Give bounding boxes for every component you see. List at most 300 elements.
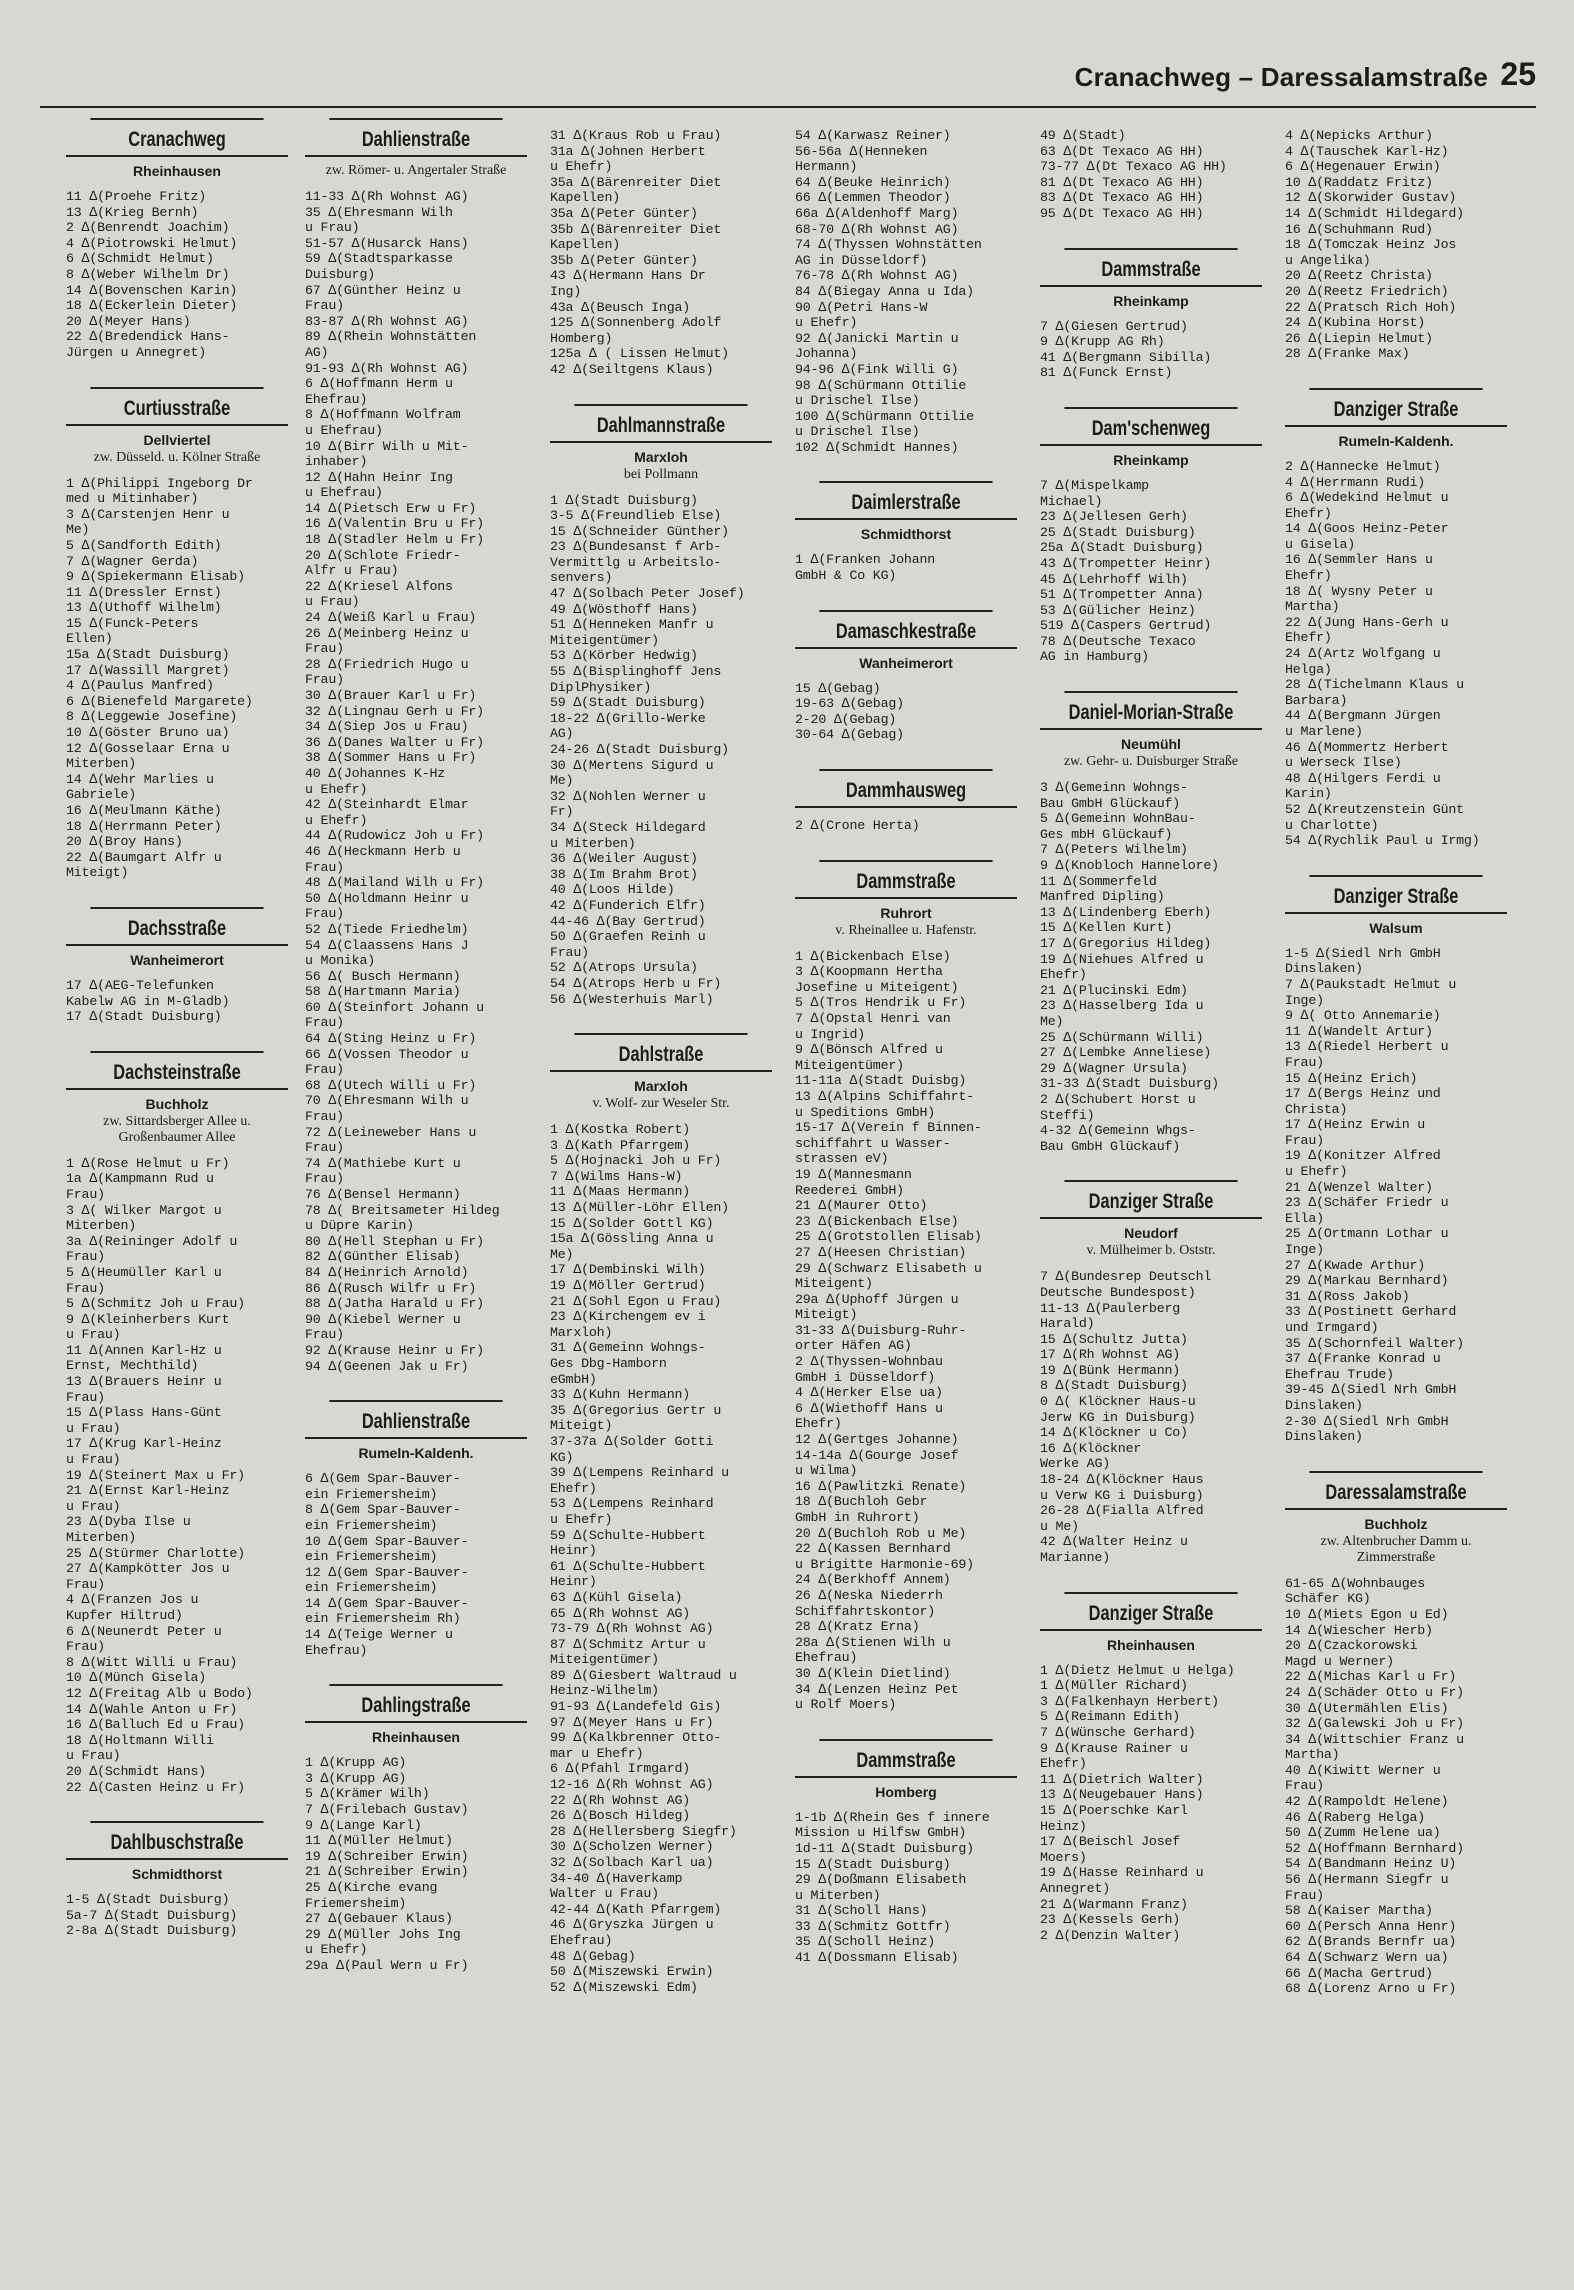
list-item: ein Friemersheim) bbox=[305, 1486, 438, 1502]
list-item: 21 ∆(Maurer Otto) bbox=[795, 1198, 928, 1214]
street-name: Dahlmannstraße bbox=[574, 404, 747, 438]
list-item: Miteigentümer) bbox=[550, 632, 659, 648]
list-item: 1 ∆(Dietz Helmut u Helga) bbox=[1040, 1662, 1235, 1678]
list-item: 39-45 ∆(Siedl Nrh GmbH bbox=[1285, 1382, 1457, 1398]
list-item: Ellen) bbox=[66, 631, 113, 647]
list-item: 11-13 ∆(Paulerberg bbox=[1040, 1300, 1181, 1316]
list-item: Fr) bbox=[550, 804, 574, 820]
list-item: AG in Düsseldorf) bbox=[795, 252, 928, 268]
list-item: 3 ∆( Wilker Margot u bbox=[66, 1202, 222, 1218]
district-name: Walsum bbox=[1369, 919, 1423, 936]
list-item: Frau) bbox=[1285, 1778, 1324, 1794]
list-item: 16 ∆(Valentin Bru u Fr) bbox=[305, 516, 484, 532]
list-item: 46 ∆(Raberg Helga) bbox=[1285, 1809, 1426, 1825]
list-item: 35 ∆(Ehresmann Wilh bbox=[305, 204, 453, 220]
district-name: Rumeln-Kaldenh. bbox=[358, 1445, 474, 1462]
divider bbox=[66, 1858, 288, 1860]
page-title: Cranachweg – Daressalamstraße bbox=[1074, 62, 1488, 92]
list-item: 50 ∆(Zumm Helene ua) bbox=[1285, 1825, 1441, 1841]
street-range-note: v. Rheinallee u. Hafenstr. bbox=[835, 922, 977, 938]
list-item: 29 ∆(Schwarz Elisabeth u bbox=[795, 1260, 982, 1276]
list-item: 24 ∆(Schäder Otto u Fr) bbox=[1285, 1684, 1464, 1700]
column-2 bbox=[305, 118, 527, 2278]
list-item: 1-5 ∆(Siedl Nrh GmbH bbox=[1285, 945, 1441, 961]
list-item: 32 ∆(Nohlen Werner u bbox=[550, 788, 706, 804]
entry-list bbox=[66, 476, 288, 881]
list-item: Werke AG) bbox=[1040, 1456, 1111, 1472]
list-item: 12 ∆(Gosselaar Erna u bbox=[66, 740, 230, 756]
list-item: Heinz-Wilhelm) bbox=[550, 1683, 659, 1699]
entry-list bbox=[795, 128, 1017, 455]
list-item: 46 ∆(Gryszka Jürgen u bbox=[550, 1917, 714, 1933]
divider bbox=[795, 1776, 1017, 1778]
list-item: 92 ∆(Janicki Martin u bbox=[795, 330, 959, 346]
list-item: 40 ∆(Johannes K-Hz bbox=[305, 765, 446, 781]
list-item: 16 ∆(Meulmann Käthe) bbox=[66, 803, 222, 818]
list-item: Miteigentümer) bbox=[795, 1057, 904, 1073]
list-item: 9 ∆(Lange Karl) bbox=[305, 1817, 422, 1833]
list-item: 15-17 ∆(Verein f Binnen- bbox=[795, 1120, 982, 1136]
list-item: 67 ∆(Günther Heinz u bbox=[305, 282, 461, 298]
street-section bbox=[1285, 388, 1507, 849]
list-item: 73-77 ∆(Dt Texaco AG HH) bbox=[1040, 159, 1227, 175]
list-item: 10 ∆(Münch Gisela) bbox=[66, 1670, 207, 1686]
entry-list bbox=[1285, 1576, 1507, 1997]
list-item: u Charlotte) bbox=[1285, 817, 1379, 833]
list-item: 24 ∆(Kubina Horst) bbox=[1285, 315, 1426, 331]
list-item: 22 ∆(Bredendick Hans- bbox=[66, 329, 230, 345]
list-item: 30 ∆(Utermählen Elis) bbox=[1285, 1700, 1449, 1716]
list-item: med u Mitinhaber) bbox=[66, 491, 199, 507]
list-item: 35 ∆(Scholl Heinz) bbox=[795, 1934, 936, 1950]
list-item: 34 ∆(Wittschier Franz u bbox=[1285, 1731, 1464, 1747]
list-item: 36 ∆(Weiler August) bbox=[550, 851, 698, 867]
list-item: 26 ∆(Neska Niederrh bbox=[795, 1587, 943, 1603]
list-item: u Verw KG i Duisburg) bbox=[1040, 1487, 1204, 1503]
street-range-note: zw. Gehr- u. Duisburger Straße bbox=[1063, 754, 1239, 770]
list-item: 20 ∆(Schlote Friedr- bbox=[305, 547, 461, 563]
list-item: 90 ∆(Kiebel Werner u bbox=[305, 1311, 461, 1327]
list-item: Michael) bbox=[1040, 493, 1103, 509]
list-item: 63 ∆(Dt Texaco AG HH) bbox=[1040, 143, 1204, 159]
street-section bbox=[66, 1051, 288, 1795]
list-item: 30 ∆(Scholzen Werner) bbox=[550, 1839, 714, 1855]
list-item: 2-20 ∆(Gebag) bbox=[795, 711, 897, 727]
list-item: DiplPhysiker) bbox=[550, 679, 652, 695]
list-item: 49 ∆(Stadt) bbox=[1040, 128, 1126, 143]
list-item: 56 ∆( Busch Hermann) bbox=[305, 968, 461, 984]
list-item: Alfr u Frau) bbox=[305, 563, 399, 579]
list-item: 12 ∆(Hahn Heinr Ing bbox=[305, 469, 453, 485]
list-item: 13 ∆(Krieg Bernh) bbox=[66, 204, 199, 220]
divider bbox=[795, 806, 1017, 808]
street-name: Daressalamstraße bbox=[1309, 1471, 1482, 1505]
list-item: 91-93 ∆(Rh Wohnst AG) bbox=[305, 360, 469, 376]
list-item: 7 ∆(Opstal Henri van bbox=[795, 1011, 951, 1026]
street-section bbox=[66, 387, 288, 881]
list-item: 3 ∆(Krupp AG) bbox=[305, 1770, 407, 1786]
list-item: 11 ∆(Proehe Fritz) bbox=[66, 189, 207, 204]
list-item: 80 ∆(Hell Stephan u Fr) bbox=[305, 1233, 484, 1249]
list-item: 42 ∆(Rampoldt Helene) bbox=[1285, 1794, 1449, 1810]
list-item: 81 ∆(Funck Ernst) bbox=[1040, 365, 1173, 381]
list-item: 86 ∆(Rusch Wilfr u Fr) bbox=[305, 1280, 477, 1296]
list-item: 35a ∆(Bärenreiter Diet bbox=[550, 174, 722, 190]
list-item: 25a ∆(Stadt Duisburg) bbox=[1040, 540, 1204, 556]
list-item: 66 ∆(Vossen Theodor u bbox=[305, 1046, 469, 1062]
list-item: 34 ∆(Siep Jos u Frau) bbox=[305, 719, 469, 735]
list-item: 19 ∆(Hasse Reinhard u bbox=[1040, 1865, 1204, 1881]
list-item: Frau) bbox=[305, 906, 344, 922]
list-item: 6 ∆(Pfahl Irmgard) bbox=[550, 1761, 691, 1777]
divider bbox=[1285, 1508, 1507, 1510]
street-section bbox=[795, 481, 1017, 583]
column-3 bbox=[550, 118, 772, 2278]
list-item: 14 ∆(Wahle Anton u Fr) bbox=[66, 1701, 238, 1717]
list-item: Marianne) bbox=[1040, 1550, 1111, 1565]
list-item: 82 ∆(Günther Elisab) bbox=[305, 1249, 461, 1265]
list-item: 28 ∆(Tichelmann Klaus u bbox=[1285, 677, 1464, 693]
list-item: 68-70 ∆(Rh Wohnst AG) bbox=[795, 221, 959, 237]
list-item: 9 ∆(Krause Rainer u bbox=[1040, 1740, 1188, 1756]
list-item: 10 ∆(Raddatz Fritz) bbox=[1285, 174, 1433, 190]
list-item: 76-78 ∆(Rh Wohnst AG) bbox=[795, 268, 959, 284]
list-item: 13 ∆(Alpins Schiffahrt- bbox=[795, 1088, 974, 1104]
list-item: Helga) bbox=[1285, 661, 1332, 677]
list-item: 58 ∆(Hartmann Maria) bbox=[305, 984, 461, 1000]
list-item: 3 ∆(Carstenjen Henr u bbox=[66, 506, 230, 522]
list-item: 11 ∆(Annen Karl-Hz u bbox=[66, 1342, 222, 1358]
list-item: 59 ∆(Stadt Duisburg) bbox=[550, 695, 706, 711]
list-item: 28a ∆(Stienen Wilh u bbox=[795, 1634, 951, 1650]
list-item: 519 ∆(Caspers Gertrud) bbox=[1040, 618, 1212, 634]
divider bbox=[1040, 1217, 1262, 1219]
list-item: 23 ∆(Bickenbach Else) bbox=[795, 1213, 959, 1229]
list-item: GmbH in Ruhrort) bbox=[795, 1510, 920, 1525]
list-item: 25 ∆(Grotstollen Elisab) bbox=[795, 1229, 982, 1245]
list-item: 20 ∆(Reetz Friedrich) bbox=[1285, 283, 1449, 299]
list-item: 29 ∆(Doßmann Elisabeth bbox=[795, 1872, 967, 1888]
list-item: 15 ∆(Stadt Duisburg) bbox=[795, 1856, 951, 1872]
list-item: 14 ∆(Klöckner u Co) bbox=[1040, 1425, 1188, 1441]
list-item: 19 ∆(Schreiber Erwin) bbox=[305, 1848, 469, 1864]
street-name: Dachsstraße bbox=[90, 907, 263, 941]
list-item: Annegret) bbox=[1040, 1880, 1111, 1896]
entry-list bbox=[1285, 459, 1507, 849]
list-item: 17 ∆(Rh Wohnst AG) bbox=[1040, 1347, 1181, 1363]
list-item: 23 ∆(Hasselberg Ida u bbox=[1040, 998, 1204, 1014]
list-item: 30-64 ∆(Gebag) bbox=[795, 727, 904, 743]
list-item: Frau) bbox=[305, 641, 344, 657]
list-item: 42-44 ∆(Kath Pfarrgem) bbox=[550, 1901, 722, 1917]
list-item: 4 ∆(Piotrowski Helmut) bbox=[66, 235, 238, 251]
list-item: 1-5 ∆(Stadt Duisburg) bbox=[66, 1892, 230, 1908]
list-item: 65 ∆(Rh Wohnst AG) bbox=[550, 1605, 691, 1621]
list-item: 61 ∆(Schulte-Hubbert bbox=[550, 1558, 706, 1574]
list-item: 49 ∆(Wösthoff Hans) bbox=[550, 601, 698, 617]
list-item: 13 ∆(Brauers Heinr u bbox=[66, 1374, 222, 1390]
list-item: 31 ∆(Ross Jakob) bbox=[1285, 1288, 1410, 1304]
list-item: 2 ∆(Crone Herta) bbox=[795, 818, 920, 834]
list-item: 5 ∆(Sandforth Edith) bbox=[66, 537, 222, 553]
list-item: 74 ∆(Mathiebe Kurt u bbox=[305, 1155, 461, 1171]
entry-list bbox=[550, 493, 772, 1008]
list-item: ein Friemersheim) bbox=[305, 1549, 438, 1565]
list-item: Me) bbox=[550, 1246, 574, 1262]
street-range-note: v. Mülheimer b. Oststr. bbox=[1086, 1243, 1216, 1259]
list-item: 13 ∆(Neugebauer Hans) bbox=[1040, 1787, 1204, 1803]
list-item: 24 ∆(Weiß Karl u Frau) bbox=[305, 610, 477, 626]
entry-list bbox=[1040, 1663, 1262, 1944]
list-item: Kabelw AG in M-Gladb) bbox=[66, 993, 230, 1009]
district-name: Rheinkamp bbox=[1113, 451, 1189, 468]
list-item: Frau) bbox=[66, 1639, 105, 1655]
list-item: u Me) bbox=[1040, 1518, 1079, 1534]
list-item: Ing) bbox=[550, 283, 582, 299]
list-item: Heinr) bbox=[550, 1543, 597, 1559]
street-section bbox=[305, 1400, 527, 1658]
list-item: 15 ∆(Schneider Günther) bbox=[550, 523, 729, 539]
street-section bbox=[795, 128, 1017, 455]
list-item: u Ehefr) bbox=[550, 1511, 613, 1527]
list-item: 4 ∆(Herrmann Rudi) bbox=[1285, 474, 1426, 490]
list-item: 28 ∆(Hellersberg Siegfr) bbox=[550, 1823, 737, 1839]
list-item: Me) bbox=[550, 773, 574, 789]
list-item: 91-93 ∆(Landefeld Gis) bbox=[550, 1699, 722, 1715]
list-item: Miteigent) bbox=[795, 1276, 873, 1292]
list-item: 51-57 ∆(Husarck Hans) bbox=[305, 235, 469, 251]
street-range-note: zw. Altenbrucher Damm u. Zimmerstraße bbox=[1320, 1533, 1472, 1565]
list-item: 23 ∆(Kessels Gerh) bbox=[1040, 1912, 1181, 1928]
list-item: 125 ∆(Sonnenberg Adolf bbox=[550, 315, 722, 331]
list-item: 5 ∆(Tros Hendrik u Fr) bbox=[795, 995, 967, 1011]
list-item: 27 ∆(Gebauer Klaus) bbox=[305, 1911, 453, 1927]
list-item: 24 ∆(Berkhoff Annem) bbox=[795, 1572, 951, 1588]
divider bbox=[305, 155, 527, 157]
list-item: 6 ∆(Bienefeld Margarete) bbox=[66, 693, 253, 709]
street-section bbox=[1285, 875, 1507, 1445]
list-item: 6 ∆(Wiethoff Hans u bbox=[795, 1400, 943, 1416]
list-item: 12 ∆(Gertges Johanne) bbox=[795, 1432, 959, 1448]
list-item: 22 ∆(Baumgart Alfr u bbox=[66, 849, 222, 865]
entry-list bbox=[66, 1892, 288, 1939]
street-section bbox=[550, 404, 772, 1008]
list-item: Frau) bbox=[305, 859, 344, 875]
list-item: 1d-11 ∆(Stadt Duisburg) bbox=[795, 1840, 974, 1856]
list-item: 23 ∆(Jellesen Gerh) bbox=[1040, 509, 1188, 525]
list-item: 61-65 ∆(Wohnbauges bbox=[1285, 1575, 1426, 1591]
list-item: 7 ∆(Mispelkamp bbox=[1040, 477, 1149, 493]
list-item: 19 ∆(Mannesmann bbox=[795, 1166, 912, 1182]
list-item: 102 ∆(Schmidt Hannes) bbox=[795, 439, 959, 455]
list-item: Frau) bbox=[1285, 1054, 1324, 1070]
list-item: 94-96 ∆(Fink Willi G) bbox=[795, 361, 959, 377]
entry-list bbox=[1040, 478, 1262, 665]
list-item: 92 ∆(Krause Heinr u Fr) bbox=[305, 1342, 484, 1358]
list-item: 27 ∆(Heesen Christian) bbox=[795, 1244, 967, 1260]
street-section bbox=[795, 769, 1017, 834]
list-item: Homberg) bbox=[550, 330, 613, 346]
list-item: 52 ∆(Kreutzenstein Günt bbox=[1285, 801, 1464, 817]
list-item: 2 ∆(Schubert Horst u bbox=[1040, 1091, 1196, 1107]
list-item: 33 ∆(Kuhn Hermann) bbox=[550, 1387, 691, 1403]
entry-list bbox=[305, 1471, 527, 1658]
list-item: 13 ∆(Riedel Herbert u bbox=[1285, 1039, 1449, 1055]
list-item: 22 ∆(Michas Karl u Fr) bbox=[1285, 1669, 1457, 1685]
list-item: Steffi) bbox=[1040, 1107, 1095, 1123]
list-item: u Angelika) bbox=[1285, 252, 1371, 268]
list-item: 7 ∆(Peters Wilhelm) bbox=[1040, 842, 1188, 858]
list-item: 59 ∆(Stadtsparkasse bbox=[305, 251, 453, 267]
street-name: Dahlingstraße bbox=[329, 1684, 502, 1718]
list-item: 32 ∆(Solbach Karl ua) bbox=[550, 1855, 714, 1870]
list-item: 1 ∆(Müller Richard) bbox=[1040, 1678, 1188, 1694]
list-item: 25 ∆(Ortmann Lothar u bbox=[1285, 1226, 1449, 1242]
entry-list bbox=[550, 128, 772, 378]
list-item: AG in Hamburg) bbox=[1040, 649, 1149, 665]
list-item: 15 ∆(Poerschke Karl bbox=[1040, 1802, 1188, 1818]
list-item: Frau) bbox=[66, 1280, 105, 1296]
list-item: 18 ∆(Buchloh Gebr bbox=[795, 1494, 928, 1510]
list-item: 18 ∆(Stadler Helm u Fr) bbox=[305, 532, 484, 548]
street-name: Dammstraße bbox=[819, 860, 992, 894]
list-item: und Irmgard) bbox=[1285, 1320, 1379, 1335]
list-item: 50 ∆(Miszewski Erwin) bbox=[550, 1964, 714, 1980]
list-item: u Speditions GmbH) bbox=[795, 1104, 936, 1120]
street-range-note: zw. Römer- u. Angertaler Straße bbox=[325, 163, 507, 178]
list-item: 6 ∆(Neunerdt Peter u bbox=[66, 1623, 222, 1639]
list-item: Kapellen) bbox=[550, 190, 621, 206]
list-item: Miteigt) bbox=[66, 865, 129, 881]
list-item: 35 ∆(Schornfeil Walter) bbox=[1285, 1335, 1464, 1351]
list-item: GmbH i Düsseldorf) bbox=[795, 1369, 936, 1385]
list-item: u Frau) bbox=[66, 1420, 121, 1436]
list-item: 59 ∆(Schulte-Hubbert bbox=[550, 1527, 706, 1543]
list-item: 41 ∆(Bergmann Sibilla) bbox=[1040, 349, 1212, 365]
list-item: Barbara) bbox=[1285, 692, 1348, 708]
list-item: 68 ∆(Lorenz Arno u Fr) bbox=[1285, 1981, 1457, 1997]
street-section bbox=[1040, 1180, 1262, 1565]
list-item: Frau) bbox=[305, 1109, 344, 1125]
list-item: Marxloh) bbox=[550, 1324, 613, 1340]
list-item: 6 ∆(Wedekind Helmut u bbox=[1285, 490, 1449, 506]
list-item: Duisburg) bbox=[305, 266, 376, 282]
list-item: 22 ∆(Kriesel Alfons bbox=[305, 578, 453, 594]
list-item: 7 ∆(Paukstadt Helmut u bbox=[1285, 976, 1457, 992]
entry-list bbox=[1040, 1269, 1262, 1565]
street-section bbox=[66, 1821, 288, 1939]
list-item: 48 ∆(Hilgers Ferdi u bbox=[1285, 770, 1441, 786]
list-item: 5 ∆(Krämer Wilh) bbox=[305, 1786, 430, 1802]
list-item: 19 ∆(Steinert Max u Fr) bbox=[66, 1467, 245, 1483]
street-name: Dahlienstraße bbox=[329, 118, 502, 152]
list-item: 12-16 ∆(Rh Wohnst AG) bbox=[550, 1777, 714, 1793]
list-item: 10 ∆(Gem Spar-Bauver- bbox=[305, 1533, 469, 1549]
district-name: Schmidthorst bbox=[131, 1866, 223, 1883]
list-item: u Gisela) bbox=[1285, 536, 1356, 552]
district-name: Buchholz bbox=[145, 1095, 209, 1112]
list-item: 89 ∆(Giesbert Waltraud u bbox=[550, 1667, 737, 1683]
divider bbox=[305, 1437, 527, 1439]
street-range-note: zw. Düsseld. u. Kölner Straße bbox=[93, 449, 261, 465]
list-item: 68 ∆(Utech Willi u Fr) bbox=[305, 1077, 477, 1093]
list-item: 73-79 ∆(Rh Wohnst AG) bbox=[550, 1621, 714, 1637]
street-name: Curtiusstraße bbox=[90, 387, 263, 421]
list-item: 29a ∆(Paul Wern u Fr) bbox=[305, 1957, 469, 1973]
list-item: Ges Dbg-Hamborn bbox=[550, 1356, 667, 1371]
divider bbox=[66, 155, 288, 157]
list-item: Ehefr) bbox=[550, 1480, 597, 1496]
list-item: u Düpre Karin) bbox=[305, 1218, 414, 1234]
list-item: Miteigt) bbox=[795, 1307, 858, 1323]
list-item: 3 ∆(Falkenhayn Herbert) bbox=[1040, 1693, 1219, 1709]
list-item: 14 ∆(Goos Heinz-Peter bbox=[1285, 521, 1449, 537]
divider bbox=[1040, 444, 1262, 446]
list-item: 37-37a ∆(Solder Gotti bbox=[550, 1433, 714, 1449]
list-item: 8 ∆(Gem Spar-Bauver- bbox=[305, 1502, 461, 1518]
list-item: u Ehefr) bbox=[305, 1942, 368, 1958]
entry-list bbox=[66, 978, 288, 1025]
list-item: 44-46 ∆(Bay Gertrud) bbox=[550, 913, 706, 929]
list-item: 52 ∆(Hoffmann Bernhard) bbox=[1285, 1840, 1464, 1856]
list-item: 25 ∆(Kirche evang bbox=[305, 1880, 438, 1895]
list-item: 9 ∆(Bönsch Alfred u bbox=[795, 1042, 943, 1058]
list-item: 15 ∆(Gebag) bbox=[795, 680, 881, 696]
list-item: 28 ∆(Friedrich Hugo u bbox=[305, 656, 469, 672]
list-item: 29 ∆(Markau Bernhard) bbox=[1285, 1273, 1449, 1289]
list-item: Hermann) bbox=[795, 159, 858, 175]
list-item: 11 ∆(Müller Helmut) bbox=[305, 1833, 453, 1849]
street-section bbox=[1040, 691, 1262, 1154]
street-range-note: bei Pollmann bbox=[623, 466, 699, 482]
list-item: 9 ∆(Kleinherbers Kurt bbox=[66, 1311, 230, 1327]
list-item: 8 ∆(Witt Willi u Frau) bbox=[66, 1654, 238, 1670]
list-item: 17 ∆(Wassill Margret) bbox=[66, 662, 230, 678]
list-item: Ehefr) bbox=[1285, 568, 1332, 584]
street-name: Dammstraße bbox=[819, 1739, 992, 1773]
list-item: 94 ∆(Geenen Jak u Fr) bbox=[305, 1358, 469, 1374]
list-item: Jürgen u Annegret) bbox=[66, 344, 207, 360]
list-item: 32 ∆(Lingnau Gerh u Fr) bbox=[305, 703, 484, 719]
list-item: senvers) bbox=[550, 570, 613, 586]
list-item: 2 ∆(Hannecke Helmut) bbox=[1285, 458, 1441, 474]
list-item: 27 ∆(Kwade Arthur) bbox=[1285, 1257, 1426, 1273]
list-item: 39 ∆(Lempens Reinhard u bbox=[550, 1465, 729, 1481]
list-item: 16 ∆(Schuhmann Rud) bbox=[1285, 221, 1433, 237]
list-item: 40 ∆(Loos Hilde) bbox=[550, 882, 675, 898]
list-item: u Miterben) bbox=[550, 835, 636, 851]
list-item: u Frau) bbox=[305, 220, 360, 236]
list-item: 62 ∆(Brands Bernfr ua) bbox=[1285, 1934, 1457, 1950]
list-item: 31 ∆(Kraus Rob u Frau) bbox=[550, 128, 722, 143]
list-item: 19-63 ∆(Gebag) bbox=[795, 696, 904, 712]
list-item: Heinr) bbox=[550, 1574, 597, 1590]
street-name: Danziger Straße bbox=[1309, 875, 1482, 909]
list-item: u Drischel Ilse) bbox=[795, 424, 920, 440]
list-item: Reederei GmbH) bbox=[795, 1182, 904, 1198]
district-name: Rheinhausen bbox=[133, 163, 221, 179]
list-item: 54 ∆(Claassens Hans J bbox=[305, 937, 469, 953]
list-item: 11-11a ∆(Stadt Duisbg) bbox=[795, 1073, 967, 1089]
street-name: Danziger Straße bbox=[1064, 1180, 1237, 1214]
list-item: u Brigitte Harmonie-69) bbox=[795, 1556, 974, 1572]
list-item: 3a ∆(Reininger Adolf u bbox=[66, 1233, 238, 1249]
list-item: 19 ∆(Niehues Alfred u bbox=[1040, 951, 1204, 967]
list-item: 58 ∆(Kaiser Martha) bbox=[1285, 1903, 1433, 1919]
list-item: 72 ∆(Leineweber Hans u bbox=[305, 1124, 477, 1140]
list-item: 16 ∆(Klöckner bbox=[1040, 1440, 1142, 1456]
list-item: Martha) bbox=[1285, 1747, 1340, 1763]
